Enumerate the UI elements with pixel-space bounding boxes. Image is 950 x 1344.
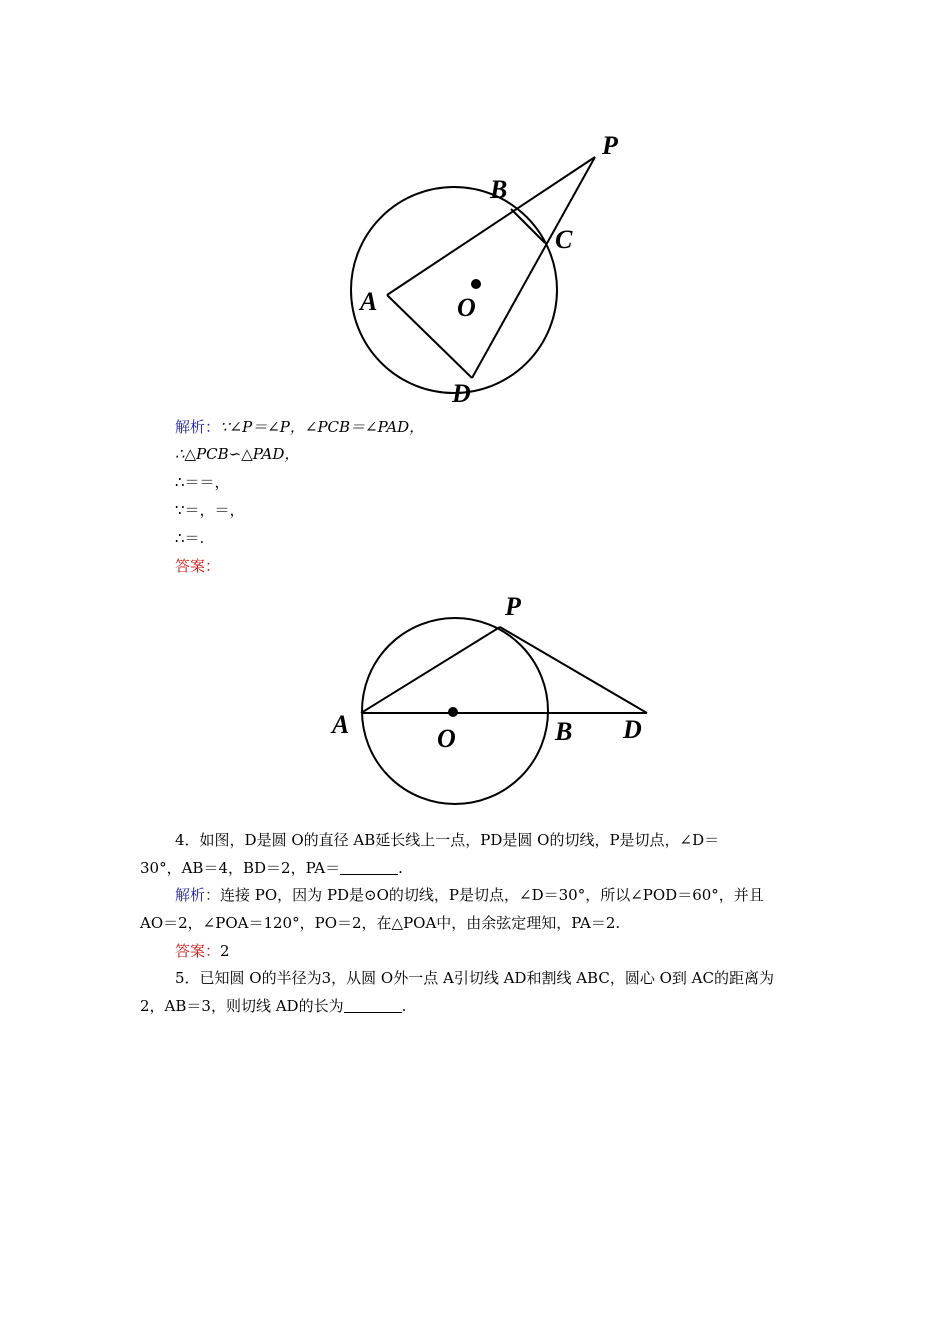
label-b: B xyxy=(490,175,508,204)
solution-3-line-2: ∴△PCB∽△PAD， xyxy=(175,445,300,463)
figure-2-diagram xyxy=(325,585,665,815)
answer-4-label: 答案： xyxy=(175,942,221,960)
label-d: D xyxy=(623,715,642,744)
solution-4-line-1: 解析：连接 PO，因为 PD是⊙O的切线，P是切点，∠D＝30°，所以∠POD＝60°，并且 xyxy=(175,886,764,904)
label-c: C xyxy=(555,225,573,254)
solution-4-label: 解析： xyxy=(175,886,221,904)
answer-4 xyxy=(175,941,230,961)
solution-3-line-4: ∵＝，＝， xyxy=(175,501,245,519)
solution-3-line-1: 解析：∵∠P＝∠P，∠PCB＝∠PAD， xyxy=(175,418,425,436)
label-o: O xyxy=(437,724,456,753)
figure-1-diagram xyxy=(340,120,640,410)
solution-4-line-2: AO＝2，∠POA＝120°，PO＝2，在△POA中，由余弦定理知，PA＝2. xyxy=(140,914,621,932)
center-dot xyxy=(471,279,481,289)
label-a: A xyxy=(332,710,350,739)
solution-3-line-3: ∴＝＝， xyxy=(175,473,230,491)
circle-o xyxy=(351,187,557,393)
label-a: A xyxy=(360,287,378,316)
label-o: O xyxy=(457,293,476,322)
segment-pd xyxy=(500,627,647,713)
segment-ap xyxy=(361,627,500,713)
solution-3-line-5: ∴＝. xyxy=(175,529,205,547)
question-5-line-1: 5．已知圆 O的半径为3，从圆 O外一点 A引切线 AD和割线 ABC，圆心 O到 AC的距离为 xyxy=(175,969,774,987)
solution-3-label: 解析： xyxy=(175,418,221,436)
label-p: P xyxy=(602,131,618,160)
question-5-line-2: 2，AB＝3，则切线 AD的长为 . xyxy=(140,997,407,1015)
answer-blank xyxy=(340,860,398,875)
label-d: D xyxy=(452,379,471,408)
segment-bc xyxy=(511,209,545,243)
answer-3-label: 答案： xyxy=(175,557,221,575)
question-4-line-2: 30°，AB＝4，BD＝2，PA＝ . xyxy=(140,859,403,877)
answer-blank xyxy=(344,998,402,1013)
center-dot xyxy=(448,707,458,717)
label-p: P xyxy=(505,592,521,621)
answer-4-value: 2 xyxy=(220,942,230,960)
label-b: B xyxy=(555,717,573,746)
question-4-line-1: 4．如图，D是圆 O的直径 AB延长线上一点，PD是圆 O的切线，P是切点，∠D＝ xyxy=(175,831,720,849)
